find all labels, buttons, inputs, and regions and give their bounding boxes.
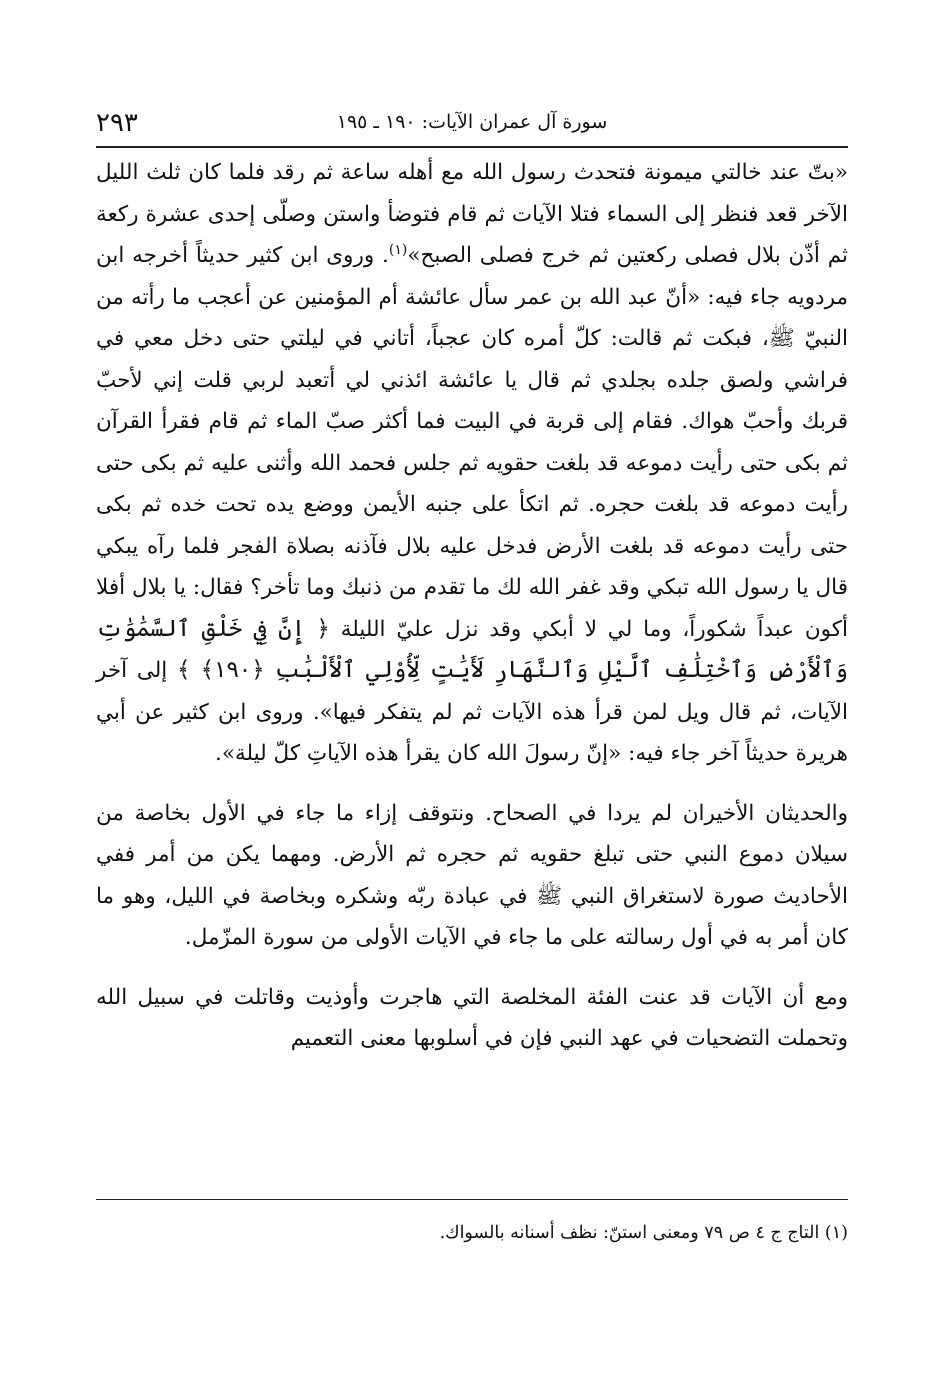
paragraph-1: [96, 152, 848, 775]
paragraph-1-end: إلى آخر الآيات، ثم قال ويل لمن قرأ هذه الآيات ثم لم يتفكر فيها». وروى ابن كثير عن أبي هريرة حديثاً آخر جاء فيه: «إنّ رسولَ الله كان يقرأ هذه الآياتِ كلّ ليلة».: [96, 658, 848, 766]
paragraph-3: ومع أن الآيات قد عنت الفئة المخلصة التي هاجرت وأوذيت وقاتلت في سبيل الله وتحملت التضحيات في عهد النبي فإن في أسلوبها معنى التعميم: [96, 984, 848, 1051]
header-rule: [96, 146, 848, 148]
page-number: ٢٩٣: [96, 108, 138, 138]
footnote-rule: [96, 1199, 848, 1200]
paragraph-1-continued: . وروى ابن كثير حديثاً أخرجه ابن مردويه جاء فيه: «أنّ عبد الله بن عمر سأل عائشة أم المؤمنين عن أعجب ما رأته من النبيّ ﷺ، فبكت ثم قالت: كلّ أمره كان عجباً، أتاني في ليلتي حتى دخل معي في فراشي ولصق جلده بجلدي ثم قال يا عائشة ائذني لي أتعبد لربي قلت إني لأحبّ قربك وأحبّ هواك. فقام إلى قربة في البيت فما أكثر صبّ الماء ثم قام فقرأ القرآن ثم بكى حتى رأيت دموعه قد بلغت حقويه ثم جلس فحمد الله وأثنى عليه ثم بكى حتى رأيت دموعه قد بلغت حجره. ثم اتكأ على جنبه الأيمن ووضع يده تحت خده ثم بكى حتى رأيت دموعه قد بلغت الأرض فدخل عليه بلال فآذنه بصلاة الفجر فلما رآه يبكي قال يا رسول الله تبكي وقد غفر الله لك ما تقدم من ذنبك وما تأخر؟ فقال: يا بلال أفلا أكون عبداً شكوراً، وما لي لا أبكي وقد نزل عليّ الليلة: [96, 243, 848, 642]
paragraph-2: والحديثان الأخيران لم يردا في الصحاح. ونتوقف إزاء ما جاء في الأول بخاصة من سيلان دموع النبي حتى تبلغ حقويه ثم حجره ثم الأرض. ومهما يكن من أمر ففي الأحاديث صورة لاستغراق النبي ﷺ في عبادة ربّه وشكره وبخاصة في الليل، وهو ما كان أمر به في أول رسالته على ما جاء في الآيات الأولى من سورة المزّمل.: [96, 800, 848, 950]
paragraph-1-text: «بتّ عند خالتي ميمونة فتحدث رسول الله مع أهله ساعة ثم رقد فلما كان ثلث الليل الآخر قعد فنظر إلى السماء فتلا الآيات ثم قام فتوضأ واستن وصلّى إحدى عشرة ركعة ثم أذّن بلال فصلى ركعتين ثم خرج فصلى الصبح»: [96, 160, 848, 268]
running-head: [96, 108, 848, 142]
footnote-reference: (١): [388, 241, 408, 258]
main-text: [96, 152, 848, 1060]
footnote: (١) التاج ج ٤ ص ٧٩ ومعنى استنّ: نظف أسنانه بالسواك.: [439, 1223, 848, 1243]
quran-verse: ﴿ إِنَّ فِي خَلْقِ ٱلسَّمَٰوَٰتِ وَٱلْأَرْضِ وَٱخْتِلَٰفِ ٱلَّيْلِ وَٱلنَّهَارِ لَأَيَٰتٍ لِّأُوْلِي ٱلْأَلْبَٰبِ ﴿١٩٠﴾ ﴾: [96, 615, 849, 683]
page-header-title: سورة آل عمران الآيات: ١٩٠ ـ ١٩٥: [336, 111, 608, 133]
